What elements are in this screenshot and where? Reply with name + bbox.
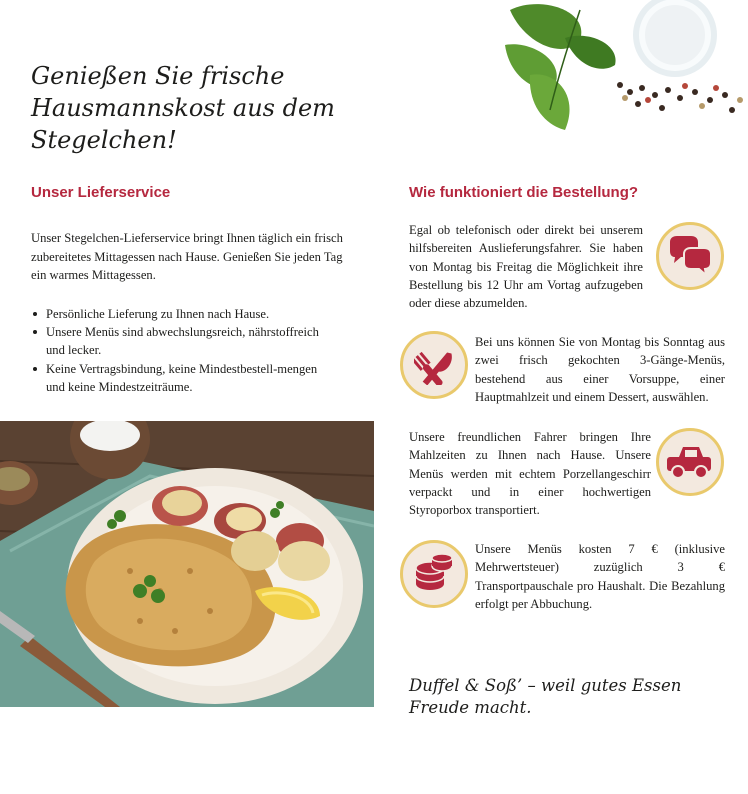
title-line: Genießen Sie frische <box>31 62 285 90</box>
delivery-intro: Unser Stegelchen-Lieferservice bringt Ihnen täglich ein frisch zubereitetes Mittagessen nach Hause. Genießen Sie jeden Tag ein warmes Mittagessen. <box>31 231 343 282</box>
ordering-step-text: Egal ob telefonisch oder direkt bei unserem hilfsbereiten Auslieferungsfahrer. Sie haben von Montag bis Freitag die Möglichkeit ihre Bestellung bis 12 Uhr am Vortag aufzugeben oder diese abzumelden. <box>409 223 643 311</box>
coin-stack-icon <box>414 554 454 594</box>
slogan-line: Freude macht. <box>409 698 532 717</box>
ordering-step-icon <box>400 540 468 608</box>
ordering-step-text: Unsere freundlichen Fahrer bringen Ihre Mahlzeiten zu Ihnen nach Hause. Unsere Menüs werden mit echtem Porzellangeschirr verpackt und in einer hochwertigen Styroporbox transportiert. <box>409 430 651 518</box>
title-line: Hausmannskost aus dem <box>31 94 335 122</box>
title-line: Stegelchen! <box>31 126 177 154</box>
herbs-spices-image <box>470 0 748 140</box>
delivery-heading: Unser Lieferservice <box>31 184 171 201</box>
schnitzel-photo <box>0 421 374 707</box>
ordering-step-icon <box>400 331 468 399</box>
list-item: Unsere Menüs sind abwechslungsreich, nährstoffreich und lecker. <box>31 323 331 359</box>
list-item: Persönliche Lieferung zu Ihnen nach Hause. <box>31 305 331 323</box>
page-title <box>31 60 361 156</box>
fork-knife-icon <box>414 345 454 385</box>
delivery-bullet-list <box>31 305 331 396</box>
slogan <box>409 675 729 719</box>
ordering-heading: Wie funktioniert die Bestellung? <box>409 184 639 201</box>
slogan-line: Duffel & Soß’ – weil gutes Essen <box>409 676 682 695</box>
ordering-step-text: Bei uns können Sie von Montag bis Sonntag aus zwei frisch gekochten 3-Gänge-Menüs, bestehend aus einer Vorsuppe, einer Hauptmahlzeit und einem Dessert, auswählen. <box>475 335 725 404</box>
delivery-truck-icon <box>667 445 713 479</box>
ordering-step-icon <box>656 222 724 290</box>
ordering-step-icon <box>656 428 724 496</box>
ordering-step-text: Unsere Menüs kosten 7 € (inklusive Mehrwertsteuer) zuzüglich 3 € Transportpauschale pro Haushalt. Die Bezahlung erfolgt per Abbuchung. <box>475 542 725 611</box>
list-item: Keine Vertragsbindung, keine Mindestbestell-mengen und keine Mindestzeiträume. <box>31 360 331 396</box>
speech-bubbles-icon <box>668 236 712 276</box>
